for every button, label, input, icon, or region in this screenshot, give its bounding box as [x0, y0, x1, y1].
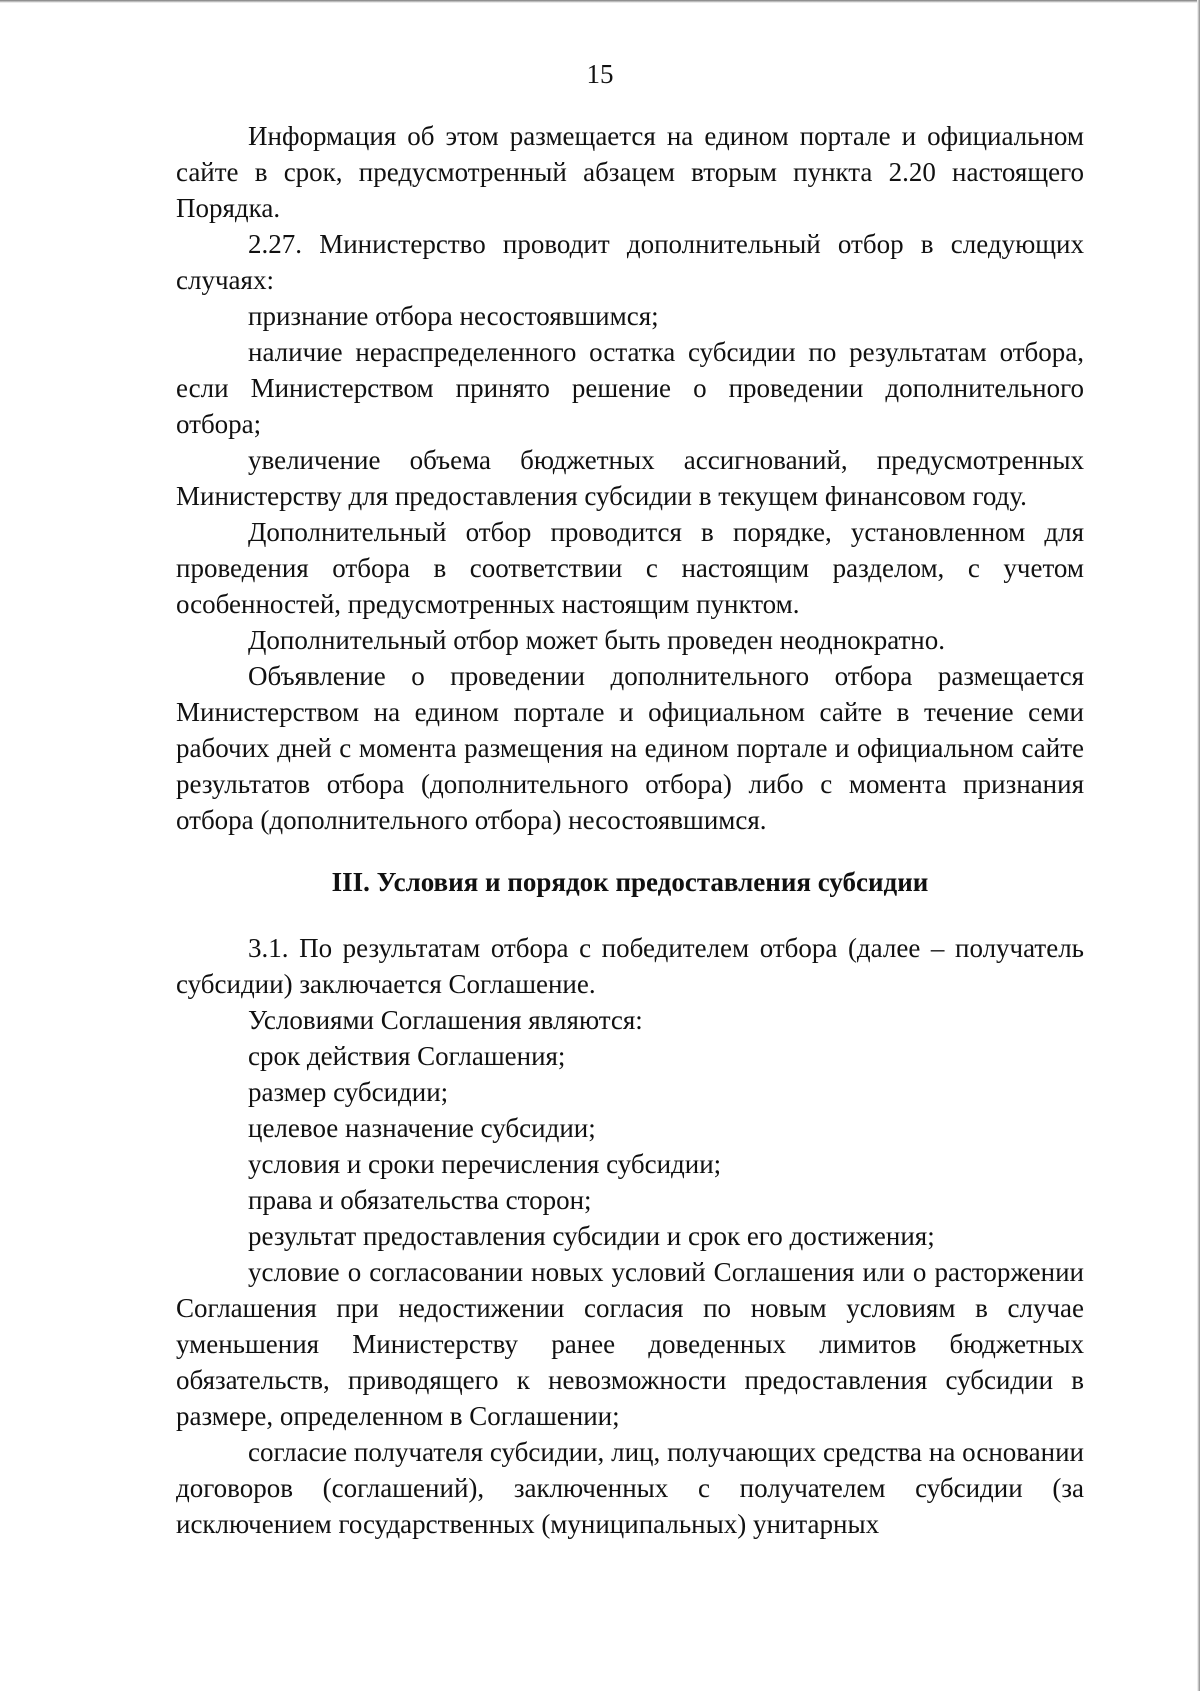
paragraph: условия и сроки перечисления субсидии;: [248, 1149, 722, 1179]
paragraph: Условиями Соглашения являются:: [248, 1005, 643, 1035]
document-body: [176, 118, 1084, 1542]
scan-edge-top: [0, 0, 1200, 3]
section-heading: III. Условия и порядок предоставления субсидии: [331, 867, 929, 897]
paragraph: Информация об этом размещается на едином портале и официальном сайте в срок, предусмотренный абзацем вторым пункта 2.20 настоящего Порядка.: [176, 121, 1084, 223]
paragraph: согласие получателя субсидии, лиц, получающих средства на основании договоров (соглашений), заключенных с получателем субсидии (за исключением государственных (муниципальных) унитарных: [176, 1437, 1084, 1539]
paragraph: признание отбора несостоявшимся;: [248, 301, 659, 331]
paragraph: размер субсидии;: [248, 1077, 449, 1107]
paragraph: Объявление о проведении дополнительного отбора размещается Министерством на едином портале и официальном сайте в течение семи рабочих дней с момента размещения на едином портале и официальном сайте результатов отбора (дополнительного отбора) либо с момента признания отбора (дополнительного отбора) несостоявшимся.: [176, 661, 1084, 835]
paragraph: наличие нераспределенного остатка субсидии по результатам отбора, если Министерством принято решение о проведении дополнительного отбора;: [176, 337, 1084, 439]
paragraph: условие о согласовании новых условий Соглашения или о расторжении Соглашения при недостижении согласия по новым условиям в случае уменьшения Министерству ранее доведенных лимитов бюджетных обязательств, приводящего к невозможности предоставления субсидии в размере, определенном в Соглашении;: [176, 1257, 1084, 1431]
paragraph: Дополнительный отбор может быть проведен неоднократно.: [248, 625, 945, 655]
paragraph: срок действия Соглашения;: [248, 1041, 566, 1071]
paragraph: увеличение объема бюджетных ассигнований, предусмотренных Министерству для предоставления субсидии в текущем финансовом году.: [176, 445, 1084, 511]
paragraph: результат предоставления субсидии и срок его достижения;: [248, 1221, 935, 1251]
page-number: 15: [586, 59, 614, 89]
paragraph: Дополнительный отбор проводится в порядке, установленном для проведения отбора в соответствии с настоящим разделом, с учетом особенностей, предусмотренных настоящим пунктом.: [176, 517, 1084, 619]
paragraph: 3.1. По результатам отбора с победителем отбора (далее – получатель субсидии) заключается Соглашение.: [176, 933, 1084, 999]
paragraph: права и обязательства сторон;: [248, 1185, 592, 1215]
paragraph: 2.27. Министерство проводит дополнительный отбор в следующих случаях:: [176, 229, 1084, 295]
paragraph: целевое назначение субсидии;: [248, 1113, 596, 1143]
